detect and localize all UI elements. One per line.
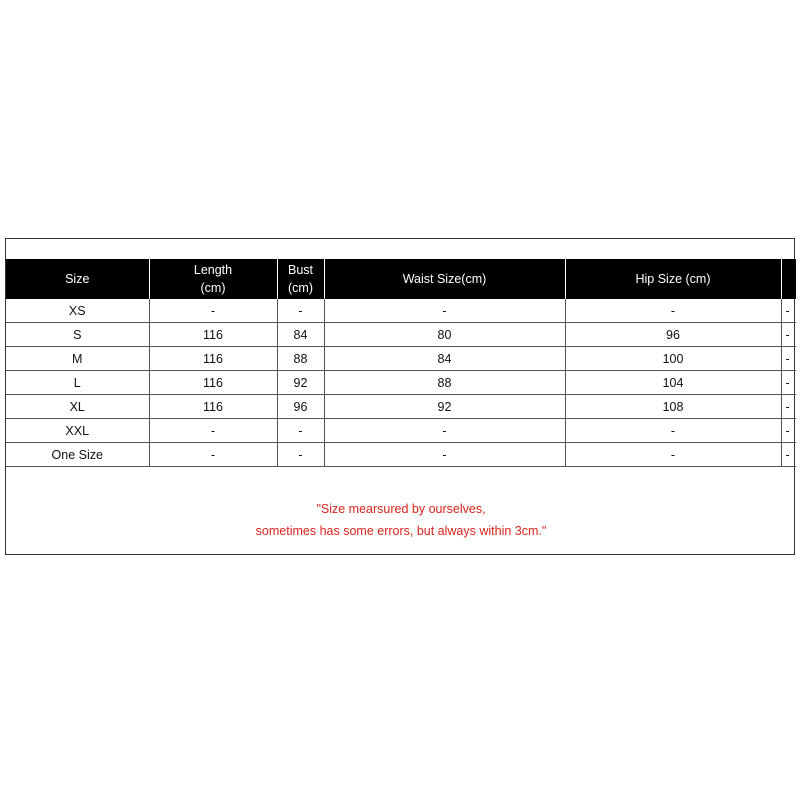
measurement-note	[6, 498, 796, 542]
waist-cell: -	[324, 299, 565, 323]
waist-cell: 80	[324, 323, 565, 347]
hip-cell: 108	[565, 395, 781, 419]
waist-cell: 92	[324, 395, 565, 419]
bust-cell: -	[277, 419, 324, 443]
size-cell: M	[6, 347, 149, 371]
header-bust: Bust (cm)	[277, 259, 324, 299]
length-cell: -	[149, 419, 277, 443]
bust-cell: -	[277, 443, 324, 467]
size-cell: S	[6, 323, 149, 347]
size-table	[6, 259, 796, 467]
length-cell: 116	[149, 347, 277, 371]
extra-cell: -	[781, 347, 796, 371]
table-row	[6, 419, 796, 443]
hip-cell: 104	[565, 371, 781, 395]
header-hip: Hip Size (cm)	[565, 259, 781, 299]
table-row	[6, 299, 796, 323]
length-cell: 116	[149, 371, 277, 395]
hip-cell: -	[565, 419, 781, 443]
bust-cell: 88	[277, 347, 324, 371]
hip-cell: 96	[565, 323, 781, 347]
length-cell: -	[149, 299, 277, 323]
hip-cell: 100	[565, 347, 781, 371]
extra-cell: -	[781, 419, 796, 443]
table-row	[6, 395, 796, 419]
note-line-1: "Size mearsured by ourselves,	[316, 502, 486, 516]
length-cell: 116	[149, 395, 277, 419]
extra-cell: -	[781, 395, 796, 419]
extra-cell: -	[781, 323, 796, 347]
hip-cell: -	[565, 299, 781, 323]
table-row	[6, 347, 796, 371]
length-cell: -	[149, 443, 277, 467]
length-cell: 116	[149, 323, 277, 347]
header-size: Size	[6, 259, 149, 299]
header-extra	[781, 259, 796, 299]
bust-cell: -	[277, 299, 324, 323]
waist-cell: -	[324, 419, 565, 443]
header-waist: Waist Size(cm)	[324, 259, 565, 299]
waist-cell: 84	[324, 347, 565, 371]
bust-cell: 96	[277, 395, 324, 419]
table-row	[6, 443, 796, 467]
extra-cell: -	[781, 371, 796, 395]
extra-cell: -	[781, 443, 796, 467]
size-cell: XL	[6, 395, 149, 419]
table-row	[6, 323, 796, 347]
waist-cell: 88	[324, 371, 565, 395]
header-length: Length (cm)	[149, 259, 277, 299]
table-header-row	[6, 259, 796, 299]
bust-cell: 84	[277, 323, 324, 347]
size-chart-frame	[5, 238, 795, 555]
size-cell: XXL	[6, 419, 149, 443]
size-cell: XS	[6, 299, 149, 323]
bust-cell: 92	[277, 371, 324, 395]
waist-cell: -	[324, 443, 565, 467]
extra-cell: -	[781, 299, 796, 323]
size-cell: L	[6, 371, 149, 395]
table-row	[6, 371, 796, 395]
size-cell: One Size	[6, 443, 149, 467]
hip-cell: -	[565, 443, 781, 467]
note-line-2: sometimes has some errors, but always within 3cm."	[255, 524, 547, 538]
